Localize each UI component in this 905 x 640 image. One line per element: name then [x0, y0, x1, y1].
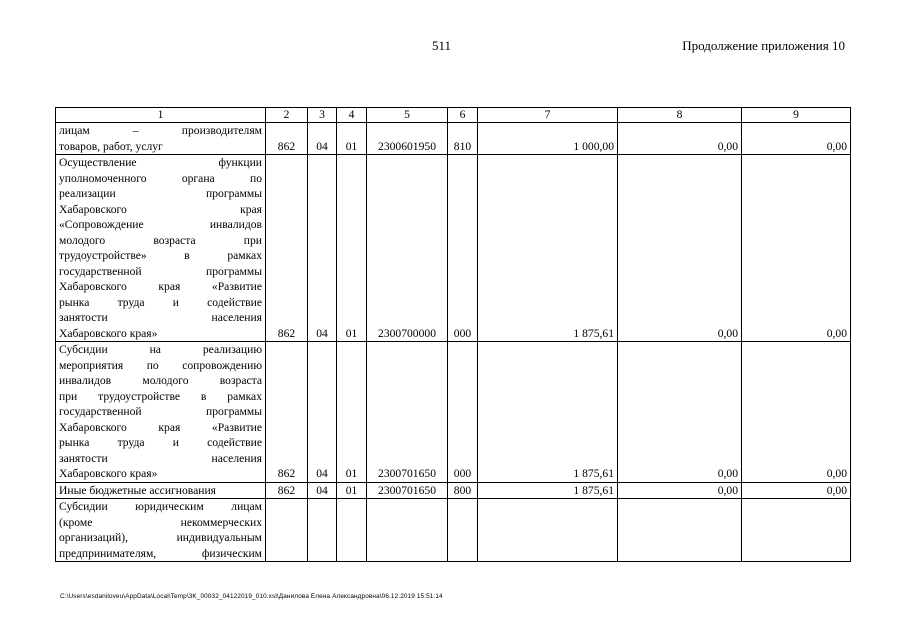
column-6-cell: 800: [448, 482, 478, 499]
row-description: [56, 342, 266, 483]
column-8-amount: 0,00: [618, 482, 742, 499]
description-line: занятости населения: [59, 451, 262, 465]
table-row: [56, 155, 851, 342]
description-line: организаций), индивидуальным: [59, 531, 262, 544]
description-line: при трудоустройстве в рамках: [59, 389, 262, 403]
description-line: мероприятия по сопровождению: [59, 358, 262, 372]
column-3-cell: 04: [308, 482, 337, 499]
description-line: товаров, работ, услуг: [59, 139, 163, 153]
column-header: 8: [618, 108, 742, 123]
column-2-cell: 862: [266, 155, 308, 342]
column-9-amount: 0,00: [742, 482, 851, 499]
column-header: 9: [742, 108, 851, 123]
row-description: [56, 482, 266, 499]
table-header-row: [56, 108, 851, 123]
description-line: (кроме некоммерческих: [59, 515, 262, 529]
column-4-cell: [337, 499, 367, 562]
description-line: «Сопровождение инвалидов: [59, 218, 262, 231]
description-line: инвалидов молодого возраста: [59, 374, 262, 387]
description-line: Хабаровского края»: [59, 326, 158, 340]
column-2-cell: 862: [266, 123, 308, 155]
description-line: Хабаровского края «Развитие: [59, 280, 262, 293]
budget-table: [55, 107, 851, 562]
description-line: Осуществление функции: [59, 156, 262, 169]
description-line: Хабаровского края: [59, 202, 262, 216]
column-6-cell: 000: [448, 155, 478, 342]
column-5-cell: 2300601950: [367, 123, 448, 155]
description-line: предпринимателям, физическим: [59, 546, 262, 560]
row-description: [56, 155, 266, 342]
description-line: рынка труда и содействие: [59, 295, 262, 309]
column-2-cell: 862: [266, 342, 308, 483]
column-9-amount: 0,00: [742, 155, 851, 342]
description-line: реализации программы: [59, 187, 262, 200]
column-7-amount: 1 875,61: [478, 482, 618, 499]
column-6-cell: 000: [448, 342, 478, 483]
column-6-cell: [448, 499, 478, 562]
column-5-cell: 2300700000: [367, 155, 448, 342]
column-header: 1: [56, 108, 266, 123]
description-line: государственной программы: [59, 264, 262, 278]
column-9-amount: [742, 499, 851, 562]
column-3-cell: 04: [308, 155, 337, 342]
row-description: [56, 499, 266, 562]
column-4-cell: 01: [337, 123, 367, 155]
column-8-amount: 0,00: [618, 123, 742, 155]
column-7-amount: [478, 499, 618, 562]
column-3-cell: 04: [308, 342, 337, 483]
table-row: [56, 123, 851, 155]
description-line: молодого возраста при: [59, 233, 262, 247]
column-header: 4: [337, 108, 367, 123]
column-2-cell: [266, 499, 308, 562]
page-number: 511: [432, 38, 452, 53]
description-line: рынка труда и содействие: [59, 436, 262, 449]
column-4-cell: 01: [337, 155, 367, 342]
column-header: 5: [367, 108, 448, 123]
column-6-cell: 810: [448, 123, 478, 155]
column-8-amount: 0,00: [618, 342, 742, 483]
column-header: 2: [266, 108, 308, 123]
column-8-amount: 0,00: [618, 155, 742, 342]
row-description: [56, 123, 266, 155]
column-9-amount: 0,00: [742, 342, 851, 483]
continuation-label: Продолжение приложения 10: [682, 38, 845, 53]
column-7-amount: 1 000,00: [478, 123, 618, 155]
footer-file-path: C:\Users\esdaniloveu\AppData\Local\Temp\3K_00032_04122019_010.xsl\Данилова Елена Александровна\06.12.2019 15:51:14: [60, 593, 443, 600]
column-header: 3: [308, 108, 337, 123]
description-line: занятости населения: [59, 311, 262, 324]
description-line: уполномоченного органа по: [59, 171, 262, 185]
description-line: трудоустройстве» в рамках: [59, 249, 262, 262]
column-5-cell: 2300701650: [367, 342, 448, 483]
column-header: 6: [448, 108, 478, 123]
column-7-amount: 1 875,61: [478, 342, 618, 483]
description-line: государственной программы: [59, 405, 262, 418]
column-2-cell: 862: [266, 482, 308, 499]
column-7-amount: 1 875,61: [478, 155, 618, 342]
column-8-amount: [618, 499, 742, 562]
table-row: [56, 342, 851, 483]
description-line: лицам – производителям: [59, 124, 262, 137]
column-4-cell: 01: [337, 482, 367, 499]
description-line: Иные бюджетные ассигнования: [59, 483, 216, 497]
column-header: 7: [478, 108, 618, 123]
column-3-cell: [308, 499, 337, 562]
table-row: [56, 499, 851, 562]
description-line: Субсидии на реализацию: [59, 343, 262, 356]
table-row: [56, 482, 851, 499]
column-5-cell: 2300701650: [367, 482, 448, 499]
column-5-cell: [367, 499, 448, 562]
column-4-cell: 01: [337, 342, 367, 483]
description-line: Хабаровского края»: [59, 467, 158, 480]
column-3-cell: 04: [308, 123, 337, 155]
column-9-amount: 0,00: [742, 123, 851, 155]
description-line: Хабаровского края «Развитие: [59, 420, 262, 434]
description-line: Субсидии юридическим лицам: [59, 500, 262, 513]
